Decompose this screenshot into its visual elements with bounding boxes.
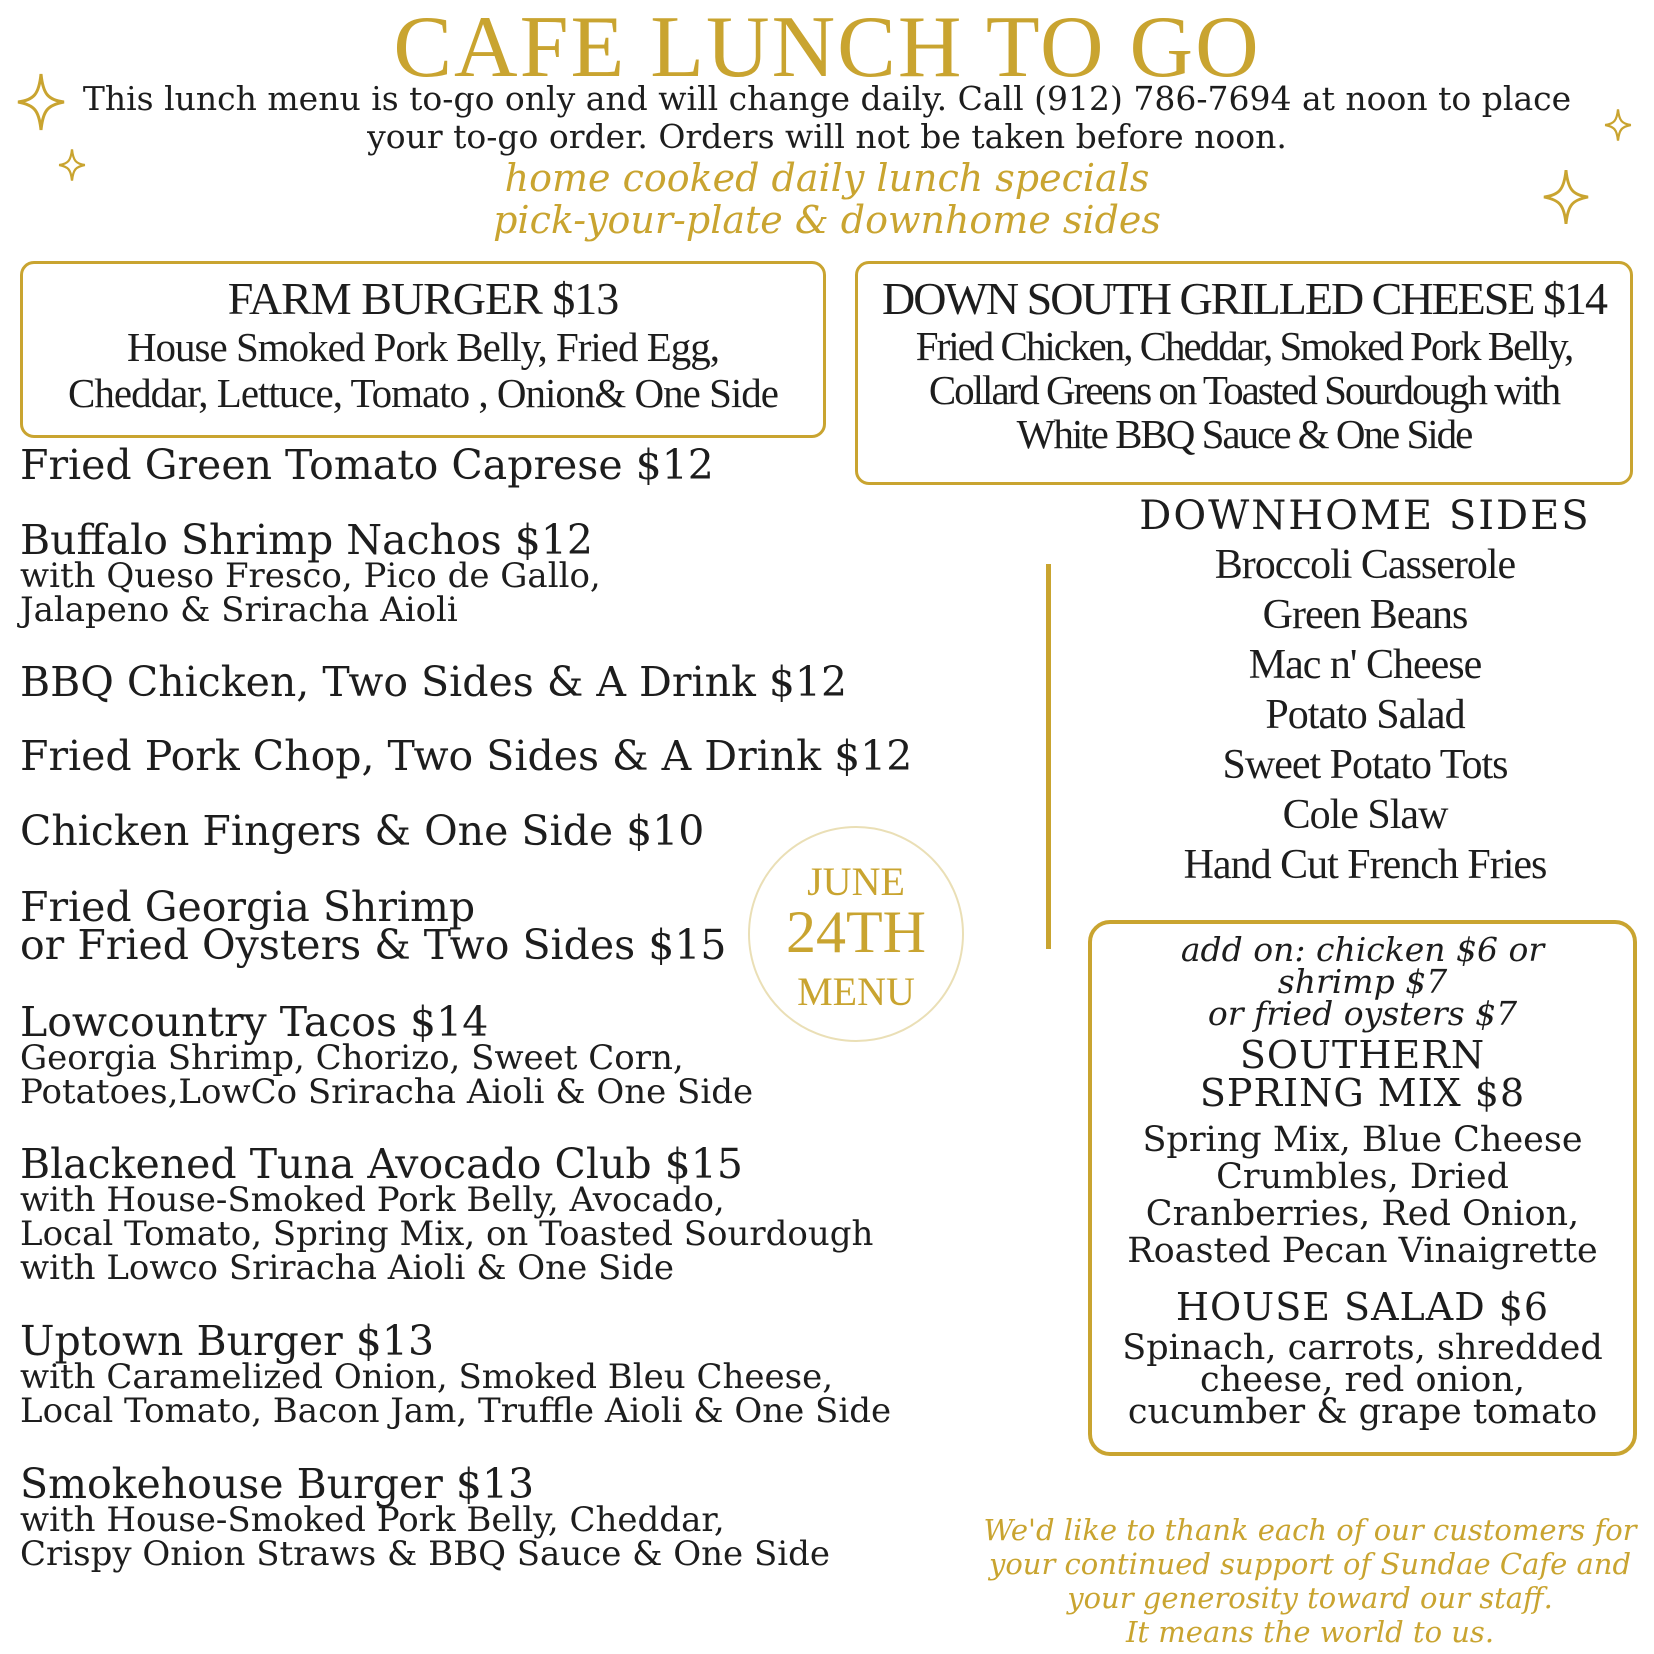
addon-note <box>1092 930 1633 1033</box>
thanks-line: We'd like to thank each of our customers for <box>983 1513 1637 1547</box>
item-name: Fried Green Tomato Caprese $12 <box>20 441 714 489</box>
item-desc: Collard Greens on Toasted Sourdough with <box>928 367 1560 413</box>
farm-burger-box <box>20 261 826 438</box>
item-desc: with Caramelized Onion, Smoked Bleu Cheese, <box>20 1357 834 1397</box>
item-desc: with Queso Fresco, Pico de Gallo, <box>20 556 601 596</box>
desc-line: Spring Mix, Blue Cheese <box>1142 1120 1583 1160</box>
item-desc: Crispy Onion Straws & BBQ Sauce & One Side <box>20 1534 831 1574</box>
title-line: SPRING MIX $8 <box>1199 1071 1526 1115</box>
thanks-line: It means the world to us. <box>1125 1615 1495 1649</box>
desc-line: Crumbles, Dried <box>1216 1157 1509 1197</box>
spring-mix-desc <box>1092 1122 1633 1270</box>
vertical-divider <box>1046 564 1051 949</box>
item-desc: White BBQ Sauce & One Side <box>1016 411 1472 457</box>
thank-you-note <box>980 1513 1640 1649</box>
side-item: Mac n' Cheese <box>1248 642 1482 688</box>
item-name: Fried Pork Chop, Two Sides & A Drink $12 <box>20 732 913 780</box>
addon-line: add on: chicken $6 or <box>1180 930 1545 969</box>
item-name: Fried Georgia Shrimp <box>20 883 476 931</box>
addon-line: shrimp $7 <box>1277 962 1448 1001</box>
sparkle-icon <box>1604 105 1632 145</box>
side-item: Green Beans <box>1262 592 1468 638</box>
side-item: Sweet Potato Tots <box>1222 742 1508 788</box>
down-south-grilled-cheese-box <box>855 261 1633 485</box>
salads-box <box>1088 920 1637 1456</box>
side-item: Cole Slaw <box>1282 792 1448 838</box>
item-desc: Potatoes,LowCo Sriracha Aioli & One Side <box>20 1072 754 1112</box>
desc-line: cheese, red onion, <box>1199 1360 1525 1400</box>
item-name: BBQ Chicken, Two Sides & A Drink $12 <box>20 658 848 706</box>
house-salad-title: HOUSE SALAD $6 <box>1175 1285 1550 1329</box>
thanks-line: your continued support of Sundae Cafe and <box>988 1547 1632 1581</box>
menu-item <box>20 516 960 630</box>
menu-item <box>20 1460 960 1574</box>
desc-line: Cranberries, Red Onion, <box>1145 1194 1580 1234</box>
menu-item <box>20 441 960 489</box>
side-item: Potato Salad <box>1265 692 1465 738</box>
item-desc: Georgia Shrimp, Chorizo, Sweet Corn, <box>20 1038 684 1078</box>
item-desc: with House-Smoked Pork Belly, Avocado, <box>20 1180 725 1220</box>
item-name: or Fried Oysters & Two Sides $15 <box>20 921 727 969</box>
item-title: DOWN SOUTH GRILLED CHEESE $14 <box>882 273 1606 324</box>
item-name: Chicken Fingers & One Side $10 <box>20 807 705 855</box>
item-name: Buffalo Shrimp Nachos $12 <box>20 516 593 564</box>
date-badge <box>748 826 964 1042</box>
menu-item <box>20 732 960 780</box>
side-item: Broccoli Casserole <box>1214 542 1516 588</box>
menu-item <box>20 1317 960 1431</box>
item-desc: Local Tomato, Bacon Jam, Truffle Aioli & One Side <box>20 1391 892 1431</box>
side-item: Hand Cut French Fries <box>1183 842 1547 888</box>
intro-text: This lunch menu is to-go only and will change daily. Call (912) 786-7694 at noon to place your to-go order. Orders will not be taken before noon. <box>82 79 1572 156</box>
spring-mix-title <box>1092 1033 1633 1115</box>
tagline: pick-your-plate & downhome sides <box>493 198 1161 242</box>
item-name: Uptown Burger $13 <box>20 1317 435 1365</box>
item-desc: with Lowco Sriracha Aioli & One Side <box>20 1248 675 1288</box>
item-desc: Fried Chicken, Cheddar, Smoked Pork Belly, <box>915 323 1573 369</box>
tagline: home cooked daily lunch specials <box>504 156 1150 200</box>
thanks-line: your generosity toward our staff. <box>1067 1581 1553 1615</box>
item-name: Lowcountry Tacos $14 <box>20 998 489 1046</box>
item-name: Blackened Tuna Avocado Club $15 <box>20 1140 743 1188</box>
page-title: CAFE LUNCH TO GO <box>393 0 1261 96</box>
sides-list <box>1100 540 1630 890</box>
item-desc: Jalapeno & Sriracha Aioli <box>20 590 458 630</box>
item-desc: Cheddar, Lettuce, Tomato , Onion& One Side <box>68 370 778 416</box>
desc-line: Roasted Pecan Vinaigrette <box>1127 1231 1598 1271</box>
menu-item <box>20 658 960 706</box>
desc-line: Spinach, carrots, shredded <box>1122 1328 1603 1368</box>
badge-month: JUNE <box>807 859 905 904</box>
item-desc: with House-Smoked Pork Belly, Cheddar, <box>20 1500 725 1540</box>
menu-item <box>20 1140 960 1288</box>
addon-line: or fried oysters $7 <box>1207 994 1518 1033</box>
item-desc: Local Tomato, Spring Mix, on Toasted Sourdough <box>20 1214 874 1254</box>
title-line: SOUTHERN <box>1239 1033 1486 1077</box>
sides-title: DOWNHOME SIDES <box>1139 493 1591 539</box>
house-salad-desc <box>1092 1328 1633 1432</box>
desc-line: cucumber & grape tomato <box>1127 1392 1598 1432</box>
badge-day: 24TH <box>786 899 926 965</box>
item-name: Smokehouse Burger $13 <box>20 1460 535 1508</box>
badge-label: MENU <box>797 969 915 1014</box>
item-desc: House Smoked Pork Belly, Fried Egg, <box>126 324 720 370</box>
item-title: FARM BURGER $13 <box>227 273 619 324</box>
